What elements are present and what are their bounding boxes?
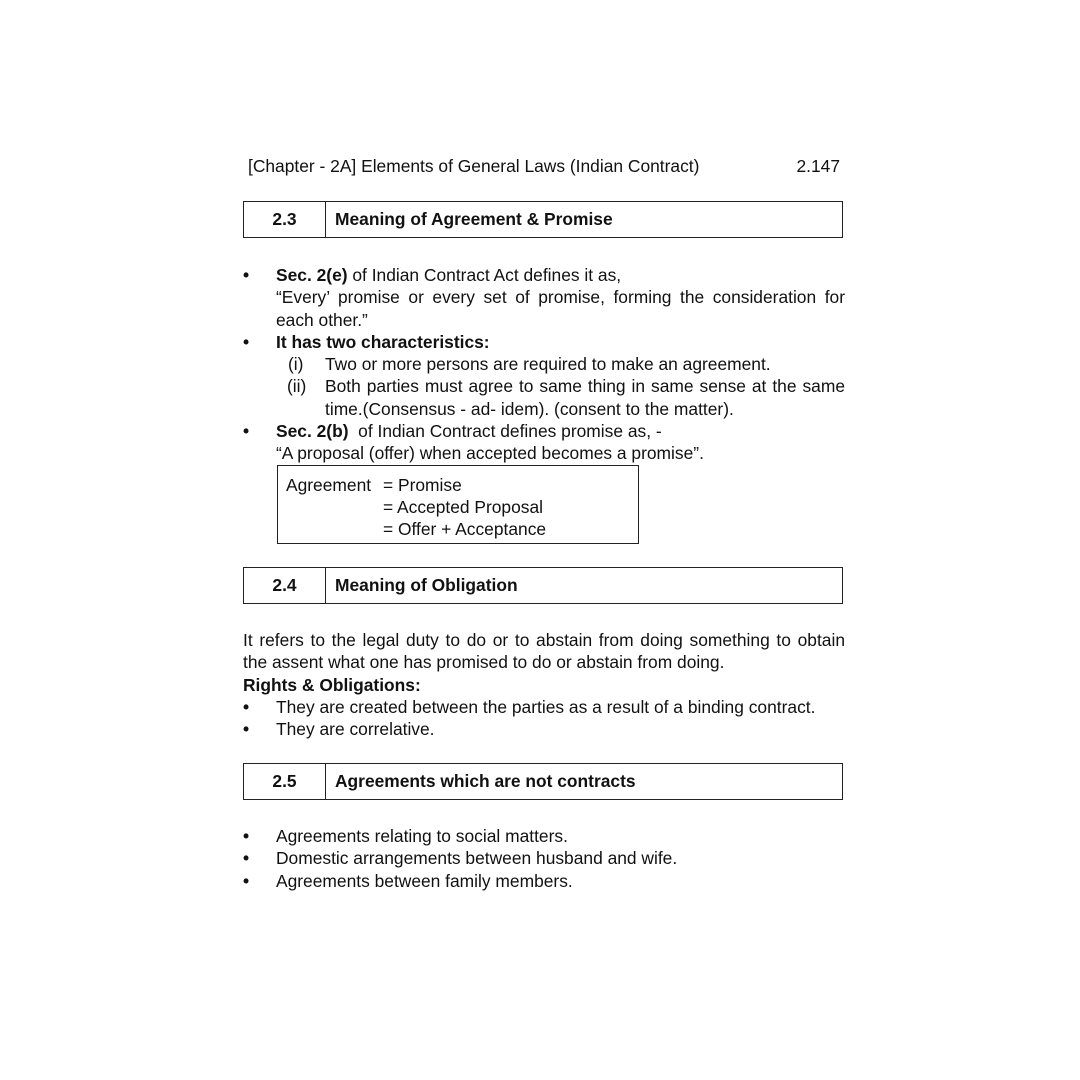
sub-list-item: [243, 375, 845, 420]
chapter-title: [Chapter - 2A] Elements of General Laws (Indian Contract): [248, 156, 700, 176]
section-title: Meaning of Agreement & Promise: [335, 209, 613, 229]
list-item: [243, 696, 845, 718]
section-number: 2.5: [244, 764, 326, 799]
section-heading-2-4: [243, 567, 843, 604]
bullet-lead: It has two characteristics:: [276, 331, 490, 352]
section-2-3-body: [243, 264, 845, 465]
sub-item-text: Two or more persons are required to make an agreement.: [325, 354, 771, 375]
bullet-text: of Indian Contract Act defines it as,: [347, 265, 622, 285]
sub-list-item: [243, 353, 845, 375]
list-item-text: They are created between the parties as a result of a binding contract.: [276, 696, 816, 717]
subheading: Rights & Obligations:: [243, 674, 421, 695]
bullet-lead: Sec. 2(b): [276, 421, 349, 442]
bullet-text: of Indian Contract defines promise as, -: [348, 421, 662, 442]
bullet-icon: •: [243, 421, 250, 442]
document-page: [243, 0, 845, 1080]
bullet-icon: •: [243, 331, 250, 352]
section-number: 2.4: [244, 568, 326, 603]
bullet-icon: •: [243, 696, 250, 717]
section-heading-2-5: [243, 763, 843, 800]
section-number: 2.3: [244, 202, 326, 237]
section-heading-2-3: [243, 201, 843, 238]
equation-lhs: Agreement: [286, 475, 372, 495]
equation-rhs: = Promise: [383, 475, 462, 495]
roman-numeral: (ii): [287, 376, 307, 397]
sub-item-text: Both parties must agree to same thing in same sense at the same time.(Consensus - ad- idem). (consent to the matter).: [325, 376, 845, 419]
list-item: [243, 264, 845, 331]
agreement-equation-box: [277, 465, 639, 544]
page-number: 2.147: [796, 156, 840, 176]
list-item-text: Agreements between family members.: [276, 870, 573, 891]
list-item-text: Domestic arrangements between husband and wife.: [276, 848, 678, 869]
equation-rhs: = Accepted Proposal: [383, 497, 544, 517]
bullet-lead: Sec. 2(e): [276, 265, 348, 285]
section-title: Meaning of Obligation: [335, 575, 518, 595]
list-item: [243, 718, 845, 740]
quoted-definition: “A proposal (offer) when accepted becomes a promise”.: [276, 443, 704, 464]
quoted-definition: “Every’ promise or every set of promise, forming the consideration for each other.”: [276, 287, 845, 330]
list-item-text: They are correlative.: [276, 719, 435, 740]
list-item: [243, 331, 845, 353]
section-title: Agreements which are not contracts: [335, 771, 636, 791]
list-item: [243, 420, 845, 465]
bullet-icon: •: [243, 265, 250, 285]
equation-rhs: = Offer + Acceptance: [383, 519, 547, 539]
definition-paragraph: It refers to the legal duty to do or to abstain from doing something to obtain the assent what one has promised to do or abstain from doing.: [243, 630, 845, 673]
equation-line: [286, 518, 546, 540]
bullet-icon: •: [243, 826, 250, 846]
section-2-4-body: [243, 629, 845, 740]
list-item: [243, 847, 845, 869]
list-item-text: Agreements relating to social matters.: [276, 826, 568, 846]
bullet-icon: •: [243, 848, 250, 869]
list-item: [243, 870, 845, 892]
equation-line: [286, 496, 543, 518]
section-2-5-body: [243, 825, 845, 892]
equation-line: [286, 474, 462, 496]
bullet-icon: •: [243, 870, 250, 891]
bullet-icon: •: [243, 719, 250, 740]
list-item: [243, 825, 845, 847]
roman-numeral: (i): [288, 354, 304, 375]
running-header: [248, 155, 840, 179]
